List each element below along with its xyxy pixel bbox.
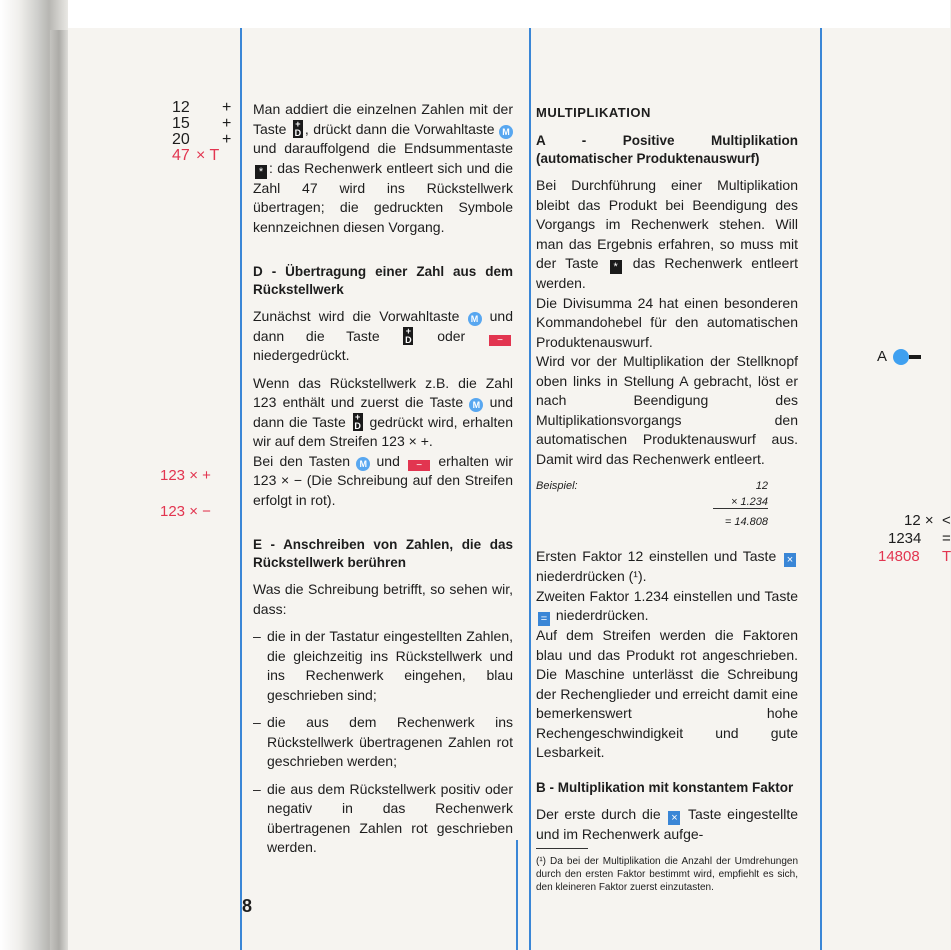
m-key-icon: M — [356, 457, 370, 471]
star-key-icon: * — [610, 260, 622, 274]
lever-label: A — [877, 348, 888, 365]
example-factor-2: × 1.234 — [730, 496, 768, 508]
heading-e: E - Anschreiben von Zahlen, die das Rückstellwerk berühren — [253, 537, 513, 570]
minus-key-icon: − — [408, 460, 430, 471]
tape-line — [172, 116, 232, 132]
b-paragraph-2: Zweiten Faktor 1.234 einstellen und Taste = niederdrücken. — [536, 587, 798, 625]
column-rule-3 — [516, 840, 518, 950]
tape-line-total — [172, 148, 232, 164]
example-product: = 14.808 — [724, 516, 768, 528]
heading-a: A - Positive Multiplikation (automatischer Produktenauswurf) — [536, 133, 798, 166]
list-item: – die aus dem Rechenwerk ins Rückstellwerk übertragenen Zahlen rot geschrieben werden; — [253, 713, 513, 772]
example-calculation — [536, 477, 798, 537]
times-key-icon: × — [668, 811, 680, 825]
tape-row-minus: 123 × − — [160, 503, 211, 520]
section-title: MULTIPLIKATION — [536, 105, 651, 120]
tape-number: 47 — [172, 147, 190, 164]
tape-line-total: 14808 T — [878, 548, 951, 565]
equals-key-icon: = — [538, 612, 550, 626]
lever-arm-icon — [909, 355, 921, 359]
d-paragraph-3: Bei den Tasten M und − erhalten wir 123 × − (Die Schreibung auf den Streifen erfolgt in rot). — [253, 452, 514, 508]
e-intro: Was die Schreibung betrifft, so sehen wir, dass: — [253, 581, 513, 617]
times-key-icon: × — [784, 553, 796, 567]
tape-row-plus: 123 × + — [160, 467, 211, 484]
m-key-icon: M — [469, 398, 483, 412]
tape-line: 1234 = — [888, 530, 951, 547]
e-list — [253, 627, 513, 858]
plus-d-key-icon: + D — [294, 118, 302, 138]
b-paragraph-3: Auf dem Streifen werden die Faktoren blau und das Produkt rot angeschrieben. Die Maschine unterlässt die Schreibung der Rechenglieder und erreicht damit eine bemerkenswert hohe Rechengeschwindigkeit und gute Lesbarkeit. — [536, 627, 798, 760]
heading-b: B - Multiplikation mit konstantem Faktor — [536, 779, 794, 795]
page-top-strip — [68, 0, 950, 28]
tape-operator: + — [222, 99, 232, 116]
column-rule-2 — [529, 28, 531, 950]
column-left — [253, 100, 513, 866]
heading-d: D - Übertragung einer Zahl aus dem Rückstellwerk — [253, 264, 513, 297]
d-paragraph-2: Wenn das Rückstellwerk z.B. die Zahl 123 enthält und zuerst die Taste M und dann die Taste + D gedrückt wird, erhalten wir auf dem Streifen 123 × +. — [253, 374, 514, 449]
column-rule-1 — [240, 28, 242, 950]
margin-tape-block — [172, 100, 232, 164]
a-paragraph-2: Die Divisumma 24 hat einen besonderen Kommandohebel für den automatischen Produktenauswurf. — [536, 294, 798, 350]
tape-operator: × T — [196, 147, 220, 164]
intro-paragraph: Man addiert die einzelnen Zahlen mit der Taste + D , drückt dann die Vorwahltaste M und darauffolgend die Endsummentaste * : das Rechenwerk entleert sich und die Zahl 47 wird ins Rückstellwerk übertragen; die gedruckten Symbole kennzeichnen diesen Vorgang. — [253, 101, 513, 235]
tape-number: 12 — [172, 99, 190, 116]
footnote: (¹) Da bei der Multiplikation die Anzahl der Umdrehungen durch den ersten Faktor bestimmt wird, empfiehlt es sich, den kleineren Faktor zuerst einzutasten. — [536, 856, 798, 893]
book-spine-shadow — [50, 30, 68, 950]
plus-d-key-icon: + D — [354, 411, 361, 431]
column-right — [536, 104, 798, 894]
example-factor-1: 12 — [755, 480, 768, 492]
b-paragraph-1: Ersten Faktor 12 einstellen und Taste × niederdrücken (¹). — [536, 547, 798, 587]
tape-operator: + — [222, 131, 232, 148]
example-label: Beispiel: — [536, 480, 578, 492]
tape-number: 15 — [172, 115, 190, 132]
tape-operator: + — [222, 115, 232, 132]
column-rule-4 — [820, 28, 822, 950]
minus-key-icon: − — [489, 335, 511, 346]
tape-line — [172, 100, 232, 116]
a-paragraph-1: Bei Durchführung einer Multiplikation bleibt das Produkt bei Beendigung des Vorgangs im Rechenwerk stehen. Will man das Ergebnis erfahren, so muss mit der Taste * das Rechenwerk entleert werden. — [536, 177, 798, 291]
star-key-icon: * — [255, 165, 267, 179]
footnote-rule — [536, 848, 588, 849]
c-paragraph-1: Der erste durch die × Taste eingestellte und im Rechenwerk aufge- — [536, 805, 799, 842]
a-paragraph-3: Wird vor der Multiplikation der Stellknopf oben links in Stellung A gebracht, löst er nach Beendigung des Multiplikationsvorgangs den automatischen Produktenauswurf aus. Damit wird das Rechenwerk entleert. — [536, 353, 798, 467]
lever-knob-icon — [893, 349, 909, 365]
tape-line — [172, 132, 232, 148]
list-item: – die aus dem Rückstellwerk positiv oder negativ in das Rechenwerk übertragenen Zahlen rot geschrieben werden. — [253, 780, 513, 858]
plus-d-key-icon: + D — [405, 325, 412, 345]
example-rule — [713, 508, 768, 509]
right-tape — [870, 512, 950, 566]
m-key-icon: M — [468, 312, 482, 326]
d-paragraph-1: Zunächst wird die Vorwahltaste M und dann die Taste + D oder − niedergedrückt. — [253, 308, 513, 363]
list-item: – die in der Tastatur eingestellten Zahlen, die gleichzeitig ins Rückstellwerk und ins Rechenwerk eingehen, blau geschrieben sind; — [253, 627, 513, 705]
tape-line: 12 × < — [904, 512, 951, 529]
lever-position-a — [877, 348, 921, 365]
page-number: 8 — [242, 896, 253, 916]
m-key-icon: M — [499, 125, 513, 139]
tape-number: 20 — [172, 131, 190, 148]
